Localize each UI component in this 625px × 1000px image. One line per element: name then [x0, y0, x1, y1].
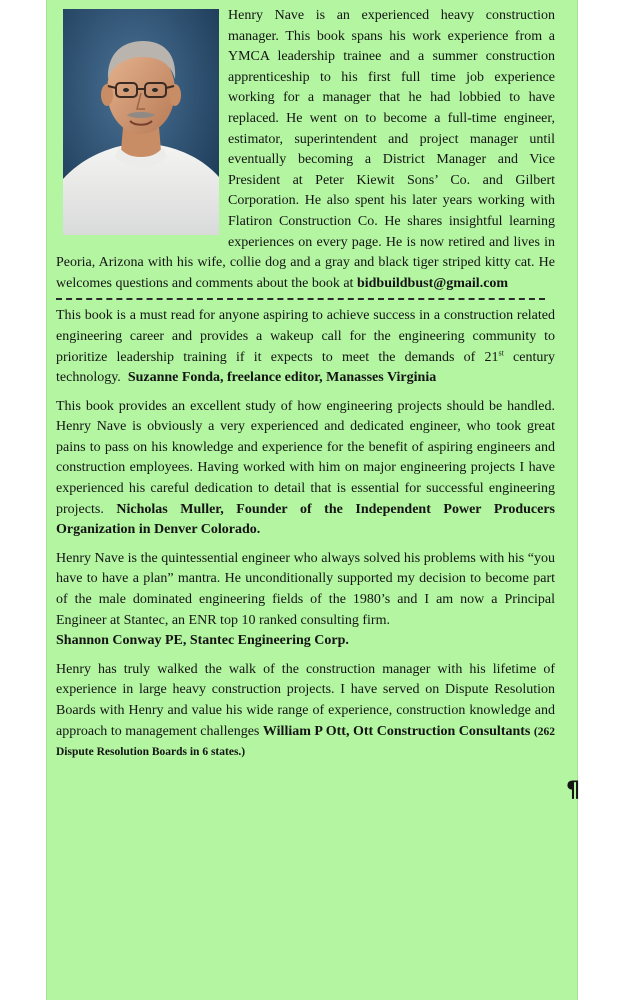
back-cover-panel — [46, 0, 578, 1000]
cover-text — [56, 6, 555, 771]
review-3-text: Henry Nave is the quintessential engineer who always solved his problems with his “you have to have a plan” mantra. He unconditionally supported my decision to become part of the male dominated engineering fields of the 1980’s and I am now a Principal Engineer at Stantec, an ENR top 10 ranked consulting firm. — [56, 550, 555, 628]
review-1-text-end: century technology. — [56, 349, 556, 386]
contact-email: bidbuildbust@gmail.com — [356, 275, 509, 291]
review-4-text: Henry has truly walked the walk of the construction manager with his lifetime of experience in large heavy construction projects. I have served on Dispute Resolution Boards with Henry and value his wide range of experience, construction knowledge and approach to management challenges — [56, 661, 555, 739]
dashed-divider — [56, 298, 545, 300]
review-3-attribution: Shannon Conway PE, Stantec Engineering Corp. — [56, 633, 349, 649]
author-photo — [63, 9, 219, 235]
review-1-attribution: Suzanne Fonda, freelance editor, Manasses Virginia — [127, 370, 437, 386]
review-2-attribution: Nicholas Muller, Founder of the Independent Power Producers Organization in Denver Colorado. — [56, 501, 556, 538]
review-4-attribution: William P Ott, Ott Construction Consultants — [262, 723, 531, 739]
bio-text: Henry Nave is an experienced heavy construction manager. This book spans his work experience from a YMCA leadership trainee and a summer construction apprenticeship to his first full time job experience working for a manager that he had lobbied to have replaced. He went on to become a full-time engineer, estimator, superintendent and project manager until eventually becoming a District Manager and Vice President at Peter Kiewit Sons’ Co. and Gilbert Corporation. He also spent his later years working with Flatiron Construction Co. He shares insightful learning experiences on every page. He is now retired and lives in Peoria, Arizona with his wife, collie dog and a gray and black tiger striped kitty cat. He welcomes questions and comments about the book at — [56, 8, 555, 291]
review-1-superscript: st — [498, 347, 504, 357]
review-1 — [56, 306, 555, 388]
review-1-text: This book is a must read for anyone aspiring to achieve success in a construction related engineering career and provides a wakeup call for the engineering community to prioritize leadership training if it expects to meet the demands of 21 — [56, 308, 555, 365]
review-2-text: This book provides an excellent study of how engineering projects should be handled. Henry Nave is obviously a very experienced and dedicated engineer, who took great pains to pass on his knowledge and experience for the benefit of aspiring engineers and construction employees. Having worked with him on major engineering projects I have experienced his careful dedication to detail that is essential for successful engineering projects. — [56, 398, 555, 517]
review-3 — [56, 549, 555, 652]
pilcrow-mark: ¶ — [566, 778, 580, 803]
author-portrait-image — [63, 9, 219, 235]
review-4-note: (262 Dispute Resolution Boards in 6 states.) — [56, 725, 555, 759]
review-4 — [56, 660, 555, 763]
review-2 — [56, 397, 555, 541]
